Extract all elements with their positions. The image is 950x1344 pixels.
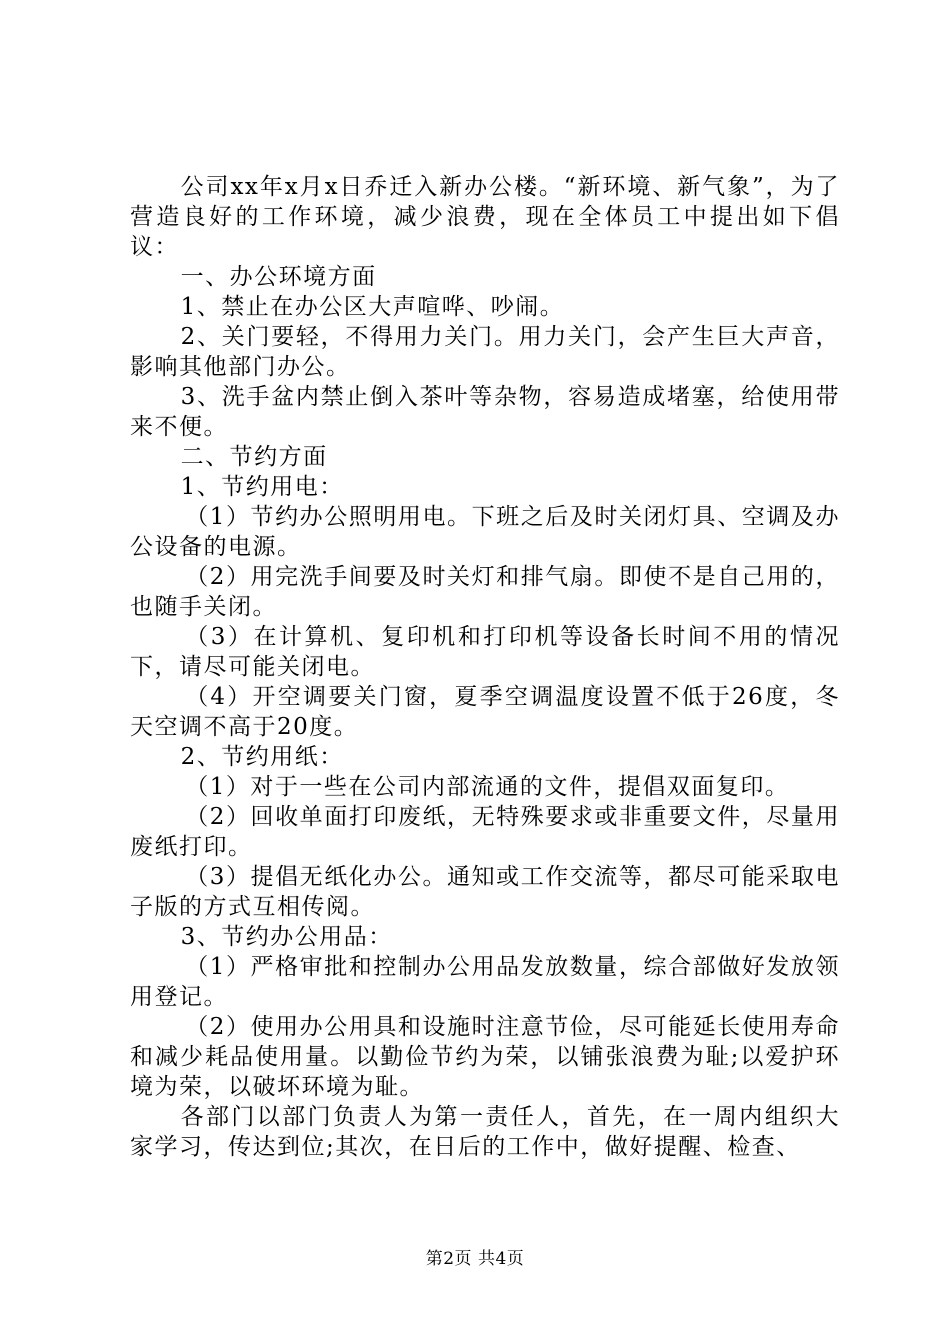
list-item: （3）在计算机、复印机和打印机等设备长时间不用的情况下，请尽可能关闭电。 bbox=[130, 624, 840, 680]
paragraph: 2、关门要轻，不得用力关门。用力关门，会产生巨大声音，影响其他部门办公。 bbox=[130, 324, 840, 380]
paragraph: 1、禁止在办公区大声喧哗、吵闹。 bbox=[180, 294, 565, 320]
subsection-heading: 1、节约用电： bbox=[180, 474, 344, 500]
list-item: （1）严格审批和控制办公用品发放数量，综合部做好发放领用登记。 bbox=[130, 954, 840, 1010]
page-number-footer: 第2页 共4页 bbox=[425, 1249, 525, 1269]
list-item: （1）节约办公照明用电。下班之后及时关闭灯具、空调及办公设备的电源。 bbox=[130, 504, 840, 560]
subsection-heading: 3、节约办公用品： bbox=[180, 924, 393, 950]
section-heading: 二、节约方面 bbox=[180, 444, 328, 470]
section-heading: 一、办公环境方面 bbox=[180, 264, 377, 290]
list-item: （3）提倡无纸化办公。通知或工作交流等，都尽可能采取电子版的方式互相传阅。 bbox=[130, 864, 840, 920]
list-item: （1）对于一些在公司内部流通的文件，提倡双面复印。 bbox=[185, 774, 790, 800]
document-body bbox=[130, 172, 840, 1162]
paragraph: 公司xx年x月x日乔迁入新办公楼。“新环境、新气象”，为了营造良好的工作环境，减少浪费，现在全体员工中提出如下倡议： bbox=[130, 174, 840, 260]
list-item: （2）回收单面打印废纸，无特殊要求或非重要文件，尽量用废纸打印。 bbox=[130, 804, 840, 860]
subsection-heading: 2、节约用纸： bbox=[180, 744, 344, 770]
paragraph: 3、洗手盆内禁止倒入茶叶等杂物，容易造成堵塞，给使用带来不便。 bbox=[130, 384, 840, 440]
list-item: （4）开空调要关门窗，夏季空调温度设置不低于26度，冬天空调不高于20度。 bbox=[130, 684, 840, 740]
list-item: （2）用完洗手间要及时关灯和排气扇。即使不是自己用的，也随手关闭。 bbox=[130, 564, 840, 620]
list-item: （2）使用办公用具和设施时注意节俭，尽可能延长使用寿命和减少耗品使用量。以勤俭节约为荣，以铺张浪费为耻;以爱护环境为荣，以破坏环境为耻。 bbox=[130, 1014, 840, 1100]
paragraph: 各部门以部门负责人为第一责任人，首先，在一周内组织大家学习，传达到位;其次，在日后的工作中，做好提醒、检查、 bbox=[130, 1104, 840, 1160]
